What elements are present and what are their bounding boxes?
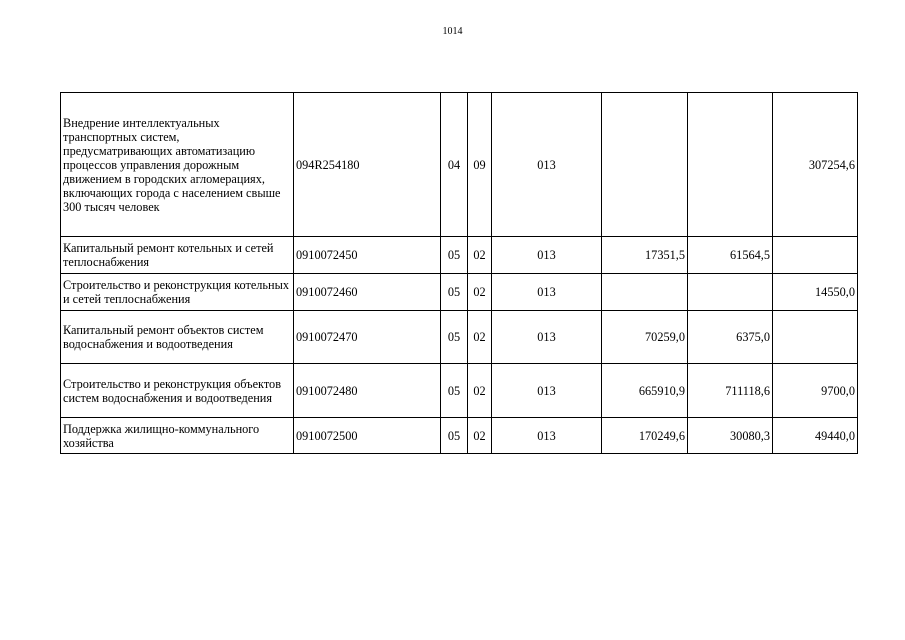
row-name: Внедрение интеллектуальных транспортных систем, предусматривающих автоматизацию процессов управления дорожным движением в городских агломерациях, включающих города с населением свыше 300 тысяч человек xyxy=(61,93,294,237)
row-code: 0910072480 xyxy=(294,364,441,418)
row-amount-3 xyxy=(773,311,858,364)
row-amount-2 xyxy=(688,93,773,237)
row-name: Поддержка жилищно-коммунального хозяйства xyxy=(61,418,294,454)
row-name: Строительство и реконструкция объектов систем водоснабжения и водоотведения xyxy=(61,364,294,418)
row-amount-3 xyxy=(773,237,858,274)
row-amount-1 xyxy=(602,274,688,311)
row-subsection: 02 xyxy=(468,237,492,274)
row-amount-2: 30080,3 xyxy=(688,418,773,454)
row-code: 094R254180 xyxy=(294,93,441,237)
table-row xyxy=(61,274,858,311)
table-row xyxy=(61,418,858,454)
row-amount-2 xyxy=(688,274,773,311)
row-amount-1: 17351,5 xyxy=(602,237,688,274)
row-code: 0910072460 xyxy=(294,274,441,311)
row-amount-1: 70259,0 xyxy=(602,311,688,364)
table-row xyxy=(61,237,858,274)
row-name: Капитальный ремонт котельных и сетей теплоснабжения xyxy=(61,237,294,274)
row-section: 04 xyxy=(441,93,468,237)
row-amount-3: 307254,6 xyxy=(773,93,858,237)
row-amount-3: 9700,0 xyxy=(773,364,858,418)
row-subsection: 02 xyxy=(468,311,492,364)
row-name: Строительство и реконструкция котельных и сетей теплоснабжения xyxy=(61,274,294,311)
table-row xyxy=(61,364,858,418)
table-body xyxy=(61,93,858,454)
table-row xyxy=(61,311,858,364)
row-amount-2: 61564,5 xyxy=(688,237,773,274)
row-subsection: 09 xyxy=(468,93,492,237)
row-section: 05 xyxy=(441,311,468,364)
row-amount-1 xyxy=(602,93,688,237)
row-section: 05 xyxy=(441,237,468,274)
row-kind: 013 xyxy=(492,364,602,418)
row-section: 05 xyxy=(441,364,468,418)
row-code: 0910072470 xyxy=(294,311,441,364)
row-code: 0910072450 xyxy=(294,237,441,274)
row-kind: 013 xyxy=(492,93,602,237)
row-amount-3: 14550,0 xyxy=(773,274,858,311)
row-amount-2: 711118,6 xyxy=(688,364,773,418)
row-section: 05 xyxy=(441,418,468,454)
row-kind: 013 xyxy=(492,311,602,364)
page-number: 1014 xyxy=(442,26,463,37)
budget-table xyxy=(60,92,858,454)
row-subsection: 02 xyxy=(468,274,492,311)
row-subsection: 02 xyxy=(468,364,492,418)
row-name: Капитальный ремонт объектов систем водоснабжения и водоотведения xyxy=(61,311,294,364)
row-amount-3: 49440,0 xyxy=(773,418,858,454)
row-subsection: 02 xyxy=(468,418,492,454)
row-amount-1: 665910,9 xyxy=(602,364,688,418)
row-kind: 013 xyxy=(492,274,602,311)
row-section: 05 xyxy=(441,274,468,311)
table-row xyxy=(61,93,858,237)
row-kind: 013 xyxy=(492,418,602,454)
row-code: 0910072500 xyxy=(294,418,441,454)
row-amount-1: 170249,6 xyxy=(602,418,688,454)
row-amount-2: 6375,0 xyxy=(688,311,773,364)
row-kind: 013 xyxy=(492,237,602,274)
